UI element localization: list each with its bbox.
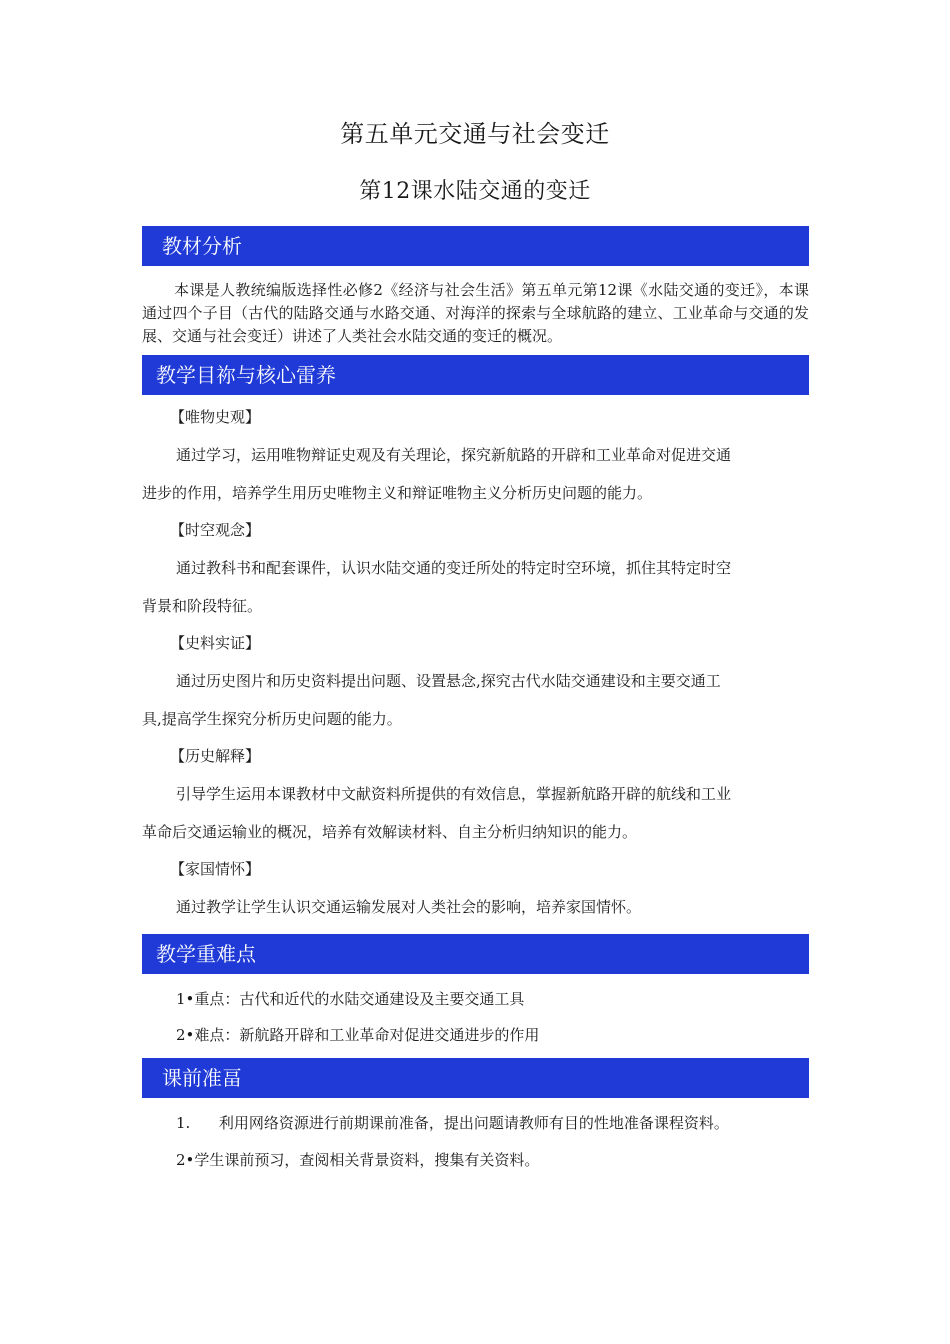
goal-tag: 【史料实证】: [170, 634, 261, 652]
goal-text-line: 背景和阶段特征。: [142, 597, 263, 615]
goal-text-line: 通过教学让学生认识交通运输发展对人类社会的影响，培养家国情怀。: [176, 898, 642, 916]
section-heading-goals: 教学目祢与核心雷养: [142, 355, 809, 395]
goal-tag: 【家国情怀】: [170, 860, 261, 878]
goal-text-line: 进步的作用，培养学生用历史唯物主义和辩证唯物主义分析历史问题的能力。: [142, 484, 653, 502]
prep-item: 1. 利用网络资源进行前期课前准备，提出问题请教师有目的性地准备课程资料。: [176, 1114, 729, 1132]
keypoint-item: 1•重点：古代和近代的水陆交通建设及主要交通工具: [176, 990, 525, 1008]
analysis-paragraph: 本课是人教统编版选择性必修2《经济与社会生活》第五单元第12课《水陆交通的变迁》，本课通过四个子目（古代的陆路交通与水路交通、对海洋的探索与全球航路的建立、工业革命与交通的发展、交通与社会变迁）讲述了人类社会水陆交通的变迁的概况。: [142, 281, 809, 345]
goal-text-line: 通过学习，运用唯物辩证史观及有关理论，探究新航路的开辟和工业革命对促进交通: [176, 446, 732, 464]
goal-text-line: 具,提高学生探究分析历史问题的能力。: [142, 710, 402, 728]
prep-item: 2•学生课前预习，查阅相关背景资料，搜集有关资料。: [176, 1151, 540, 1169]
goal-text-line: 通过教科书和配套课件，认识水陆交通的变迁所处的特定时空环境，抓住其特定时空: [176, 559, 732, 577]
section-heading-keypoints: 教学重难点: [142, 934, 809, 974]
lesson-title: 第12课水陆交通的变迁: [359, 179, 591, 204]
section-heading-prep: 课前准畐: [142, 1058, 809, 1098]
goal-text-line: 革命后交通运输业的概况，培养有效解读材料、自主分析归纳知识的能力。: [142, 823, 638, 841]
goal-tag: 【时空观念】: [170, 521, 261, 539]
section-heading-analysis: 教材分析: [142, 226, 809, 266]
keypoint-item: 2•难点：新航路开辟和工业革命对促进交通进步的作用: [176, 1026, 540, 1044]
goal-tag: 【唯物史观】: [170, 408, 261, 426]
goal-tag: 【历史解释】: [170, 747, 261, 765]
goal-text-line: 通过历史图片和历史资料提出问题、设置悬念,探究古代水陆交通建设和主要交通工: [176, 672, 721, 690]
unit-title: 第五单元交通与社会变迁: [340, 120, 610, 148]
goal-text-line: 引导学生运用本课教材中文献资料所提供的有效信息，掌握新航路开辟的航线和工业: [176, 785, 732, 803]
